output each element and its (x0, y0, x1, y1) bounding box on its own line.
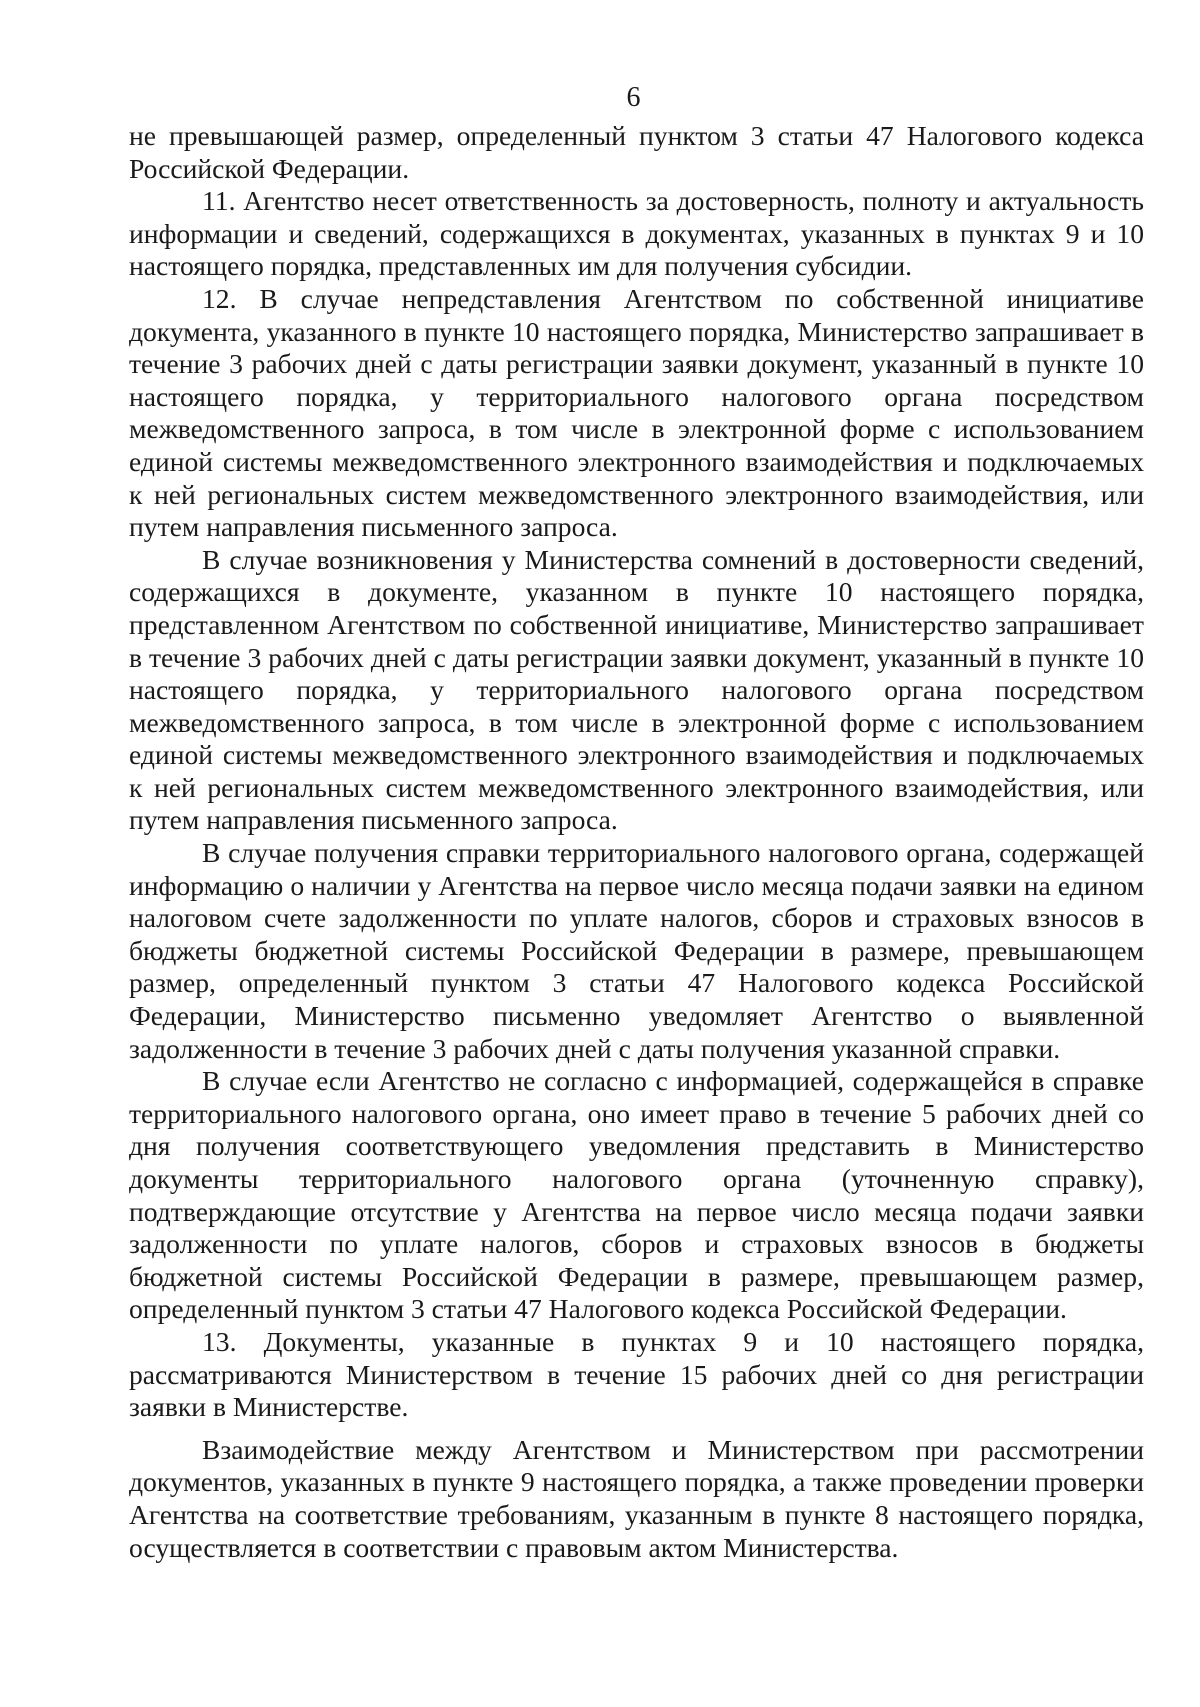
paragraph-item-13: 13. Документы, указанные в пунктах 9 и 10 настоящего порядка, рассматриваются Министерством в течение 15 рабочих дней со дня регистрации заявки в Министерстве. (129, 1325, 1144, 1423)
paragraph-item-12-disagreement: В случае если Агентство не согласно с информацией, содержащейся в справке территориального налогового органа, оно имеет право в течение 5 рабочих дней со дня получения соответствующего уведомления представить в Министерство документы территориального налогового органа (уточненную справку), подтверждающие отсутствие у Агентства на первое число месяца подачи заявки задолженности по уплате налогов, сборов и страховых взносов в бюджеты бюджетной системы Российской Федерации в размере, превышающем размер, определенный пунктом 3 статьи 47 Налогового кодекса Российской Федерации. (129, 1065, 1144, 1325)
document-body (129, 120, 1144, 1564)
paragraph-item-13-interaction: Взаимодействие между Агентством и Министерством при рассмотрении документов, указанных в пункте 9 настоящего порядка, а также проведении проверки Агентства на соответствие требованиям, указанным в пункте 8 настоящего порядка, осуществляется в соответствии с правовым актом Министерства. (129, 1433, 1144, 1563)
paragraph-item-12-tax-certificate: В случае получения справки территориального налогового органа, содержащей информацию о наличии у Агентства на первое число месяца подачи заявки на едином налоговом счете задолженности по уплате налогов, сборов и страховых взносов в бюджеты бюджетной системы Российской Федерации в размере, превышающем размер, определенный пунктом 3 статьи 47 Налогового кодекса Российской Федерации, Министерство письменно уведомляет Агентство о выявленной задолженности в течение 3 рабочих дней с даты получения указанной справки. (129, 837, 1144, 1064)
paragraph-continuation: не превышающей размер, определенный пунктом 3 статьи 47 Налогового кодекса Российской Федерации. (129, 120, 1144, 184)
page-number: 6 (626, 82, 641, 113)
paragraph-item-11: 11. Агентство несет ответственность за достоверность, полноту и актуальность информации и сведений, содержащихся в документах, указанных в пунктах 9 и 10 настоящего порядка, представленных им для получения субсидии. (129, 185, 1144, 282)
paragraph-item-12-doubts: В случае возникновения у Министерства сомнений в достоверности сведений, содержащихся в документе, указанном в пункте 10 настоящего порядка, представленном Агентством по собственной инициативе, Министерство запрашивает в течение 3 рабочих дней с даты регистрации заявки документ, указанный в пункте 10 настоящего порядка, у территориального налогового органа посредством межведомственного запроса, в том числе в электронной форме с использованием единой системы межведомственного электронного взаимодействия и подключаемых к ней региональных систем межведомственного электронного взаимодействия, или путем направления письменного запроса. (129, 543, 1144, 836)
paragraph-item-12: 12. В случае непредставления Агентством по собственной инициативе документа, указанного в пункте 10 настоящего порядка, Министерство запрашивает в течение 3 рабочих дней с даты регистрации заявки документ, указанный в пункте 10 настоящего порядка, у территориального налогового органа посредством межведомственного запроса, в том числе в электронной форме с использованием единой системы межведомственного электронного взаимодействия и подключаемых к ней региональных систем межведомственного электронного взаимодействия, или путем направления письменного запроса. (129, 282, 1144, 543)
